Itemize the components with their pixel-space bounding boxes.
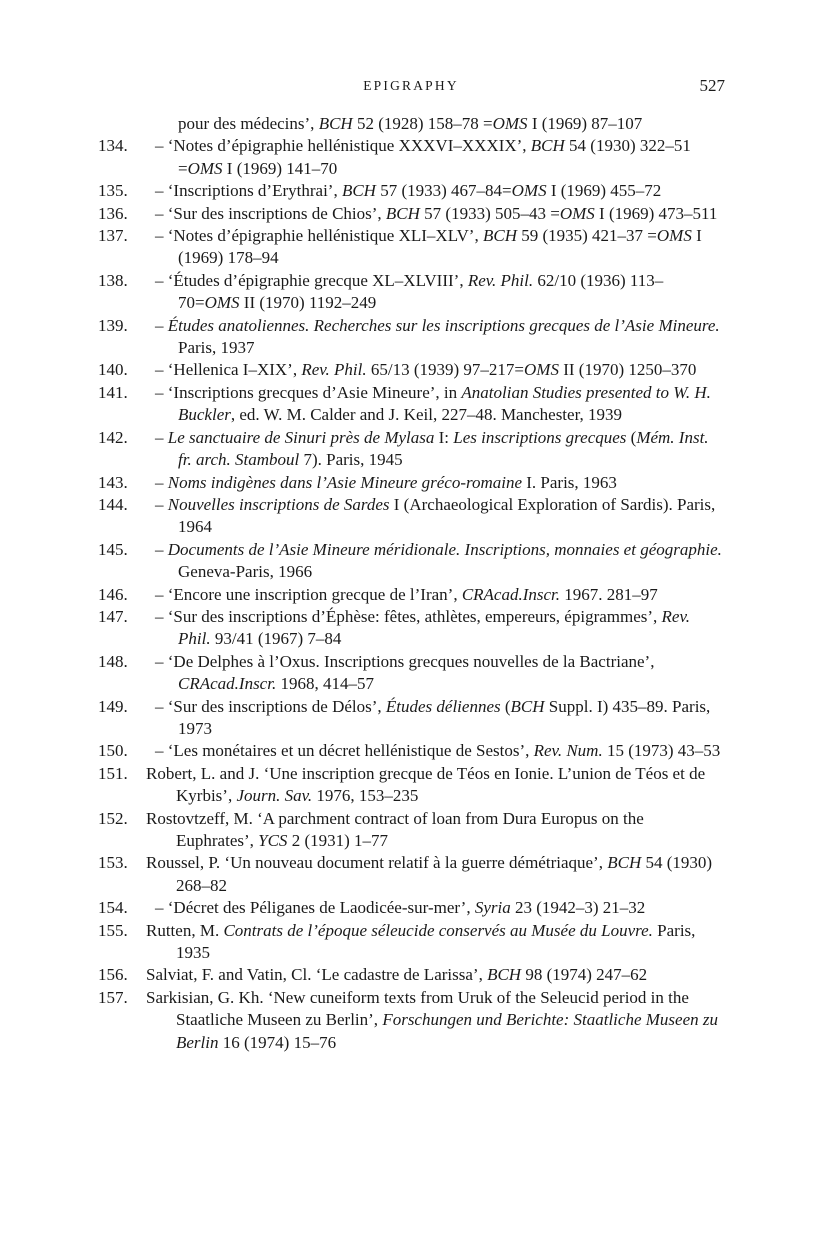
bibliography-entry [0,897,822,919]
text-run: – ‘Décret des Péliganes de Laodicée-sur-mer’, [155,898,475,918]
entry-number: 140. [98,360,128,380]
text-run: Rutten, M. [146,920,224,940]
text-run: ( [500,696,511,716]
text-run: 93/41 (1967) 7–84 [210,629,342,649]
entry-text [155,225,723,270]
bibliography-entry [0,494,822,539]
bibliography-entry [0,606,822,651]
bibliography-entry [0,203,822,225]
bibliography-entry [0,270,822,315]
entry-text [155,203,723,225]
entry-text [146,852,721,897]
entry-text [155,494,723,539]
italic-title: Nouvelles inscriptions de Sardes [167,494,390,514]
entry-text [146,920,721,965]
italic-title: OMS [559,203,595,223]
text-run: II (1970) 1250–370 [558,360,697,380]
entry-text [155,135,723,180]
text-run: – ‘Hellenica I–XIX’, [155,360,302,380]
bibliography-entry [0,382,822,427]
entry-number: 145. [98,539,128,559]
italic-title: Le sanctuaire de Sinuri près de Mylasa [167,427,435,447]
italic-title: BCH [607,853,642,873]
continued-entry [0,113,822,135]
bibliography-entry [0,740,822,762]
page-number: 527 [699,76,725,95]
text-run: – ‘Les monétaires et un décret hellénistique de Sestos’, [155,741,534,761]
italic-title: YCS [258,831,288,850]
entry-number: 135. [98,181,128,201]
entry-text [178,113,723,135]
text-run: , ed. W. M. Calder and J. Keil, 227–48. Manchester, 1939 [230,405,623,425]
italic-title: Les inscriptions grecques [453,427,627,447]
text-run: 1968, 414–57 [276,674,374,694]
entry-number: 150. [98,741,128,761]
entry-text [155,606,723,651]
entry-number: 137. [98,226,128,246]
text-run: 1967. 281–97 [560,584,658,604]
text-run: – ‘De Delphes à l’Oxus. Inscriptions grecques nouvelles de la Bactriane’, [155,651,655,671]
italic-title: OMS [187,158,223,178]
text-run: – [155,427,168,447]
italic-title: OMS [492,114,528,133]
entry-number: 142. [98,427,128,447]
text-run: II (1970) 1192–249 [239,293,377,313]
text-run: I (1969) 87–107 [527,114,643,133]
entry-text [155,584,723,606]
italic-title: Études déliennes [385,696,501,716]
text-run: 65/13 (1939) 97–217= [366,360,525,380]
bibliography-entry [0,135,822,180]
entry-text [146,763,721,808]
text-run: 1976, 153–235 [312,786,419,806]
text-run: I (1969) 473–511 [594,203,718,223]
italic-title: Rev. Phil. [301,360,367,380]
bibliography-entry [0,180,822,202]
entry-text [155,315,723,360]
italic-title: Noms indigènes dans l’Asie Mineure gréco-romaine [167,472,523,492]
entry-text [155,740,723,762]
text-run: – ‘Sur des inscriptions de Chios’, [155,203,386,223]
text-run: I (1969) 178–94 [178,226,702,268]
entry-number: 144. [98,494,128,514]
text-run: 98 (1974) 247–62 [521,965,648,985]
text-run: Paris, 1935 [176,920,696,963]
italic-title: BCH [482,226,517,246]
italic-title: Rev. Phil. [178,606,691,649]
text-run: Sarkisian, G. Kh. ‘New cuneiform texts from Uruk of the Seleucid period in the Staatliche Museen zu Berlin’, [146,987,689,1030]
bibliography-entry [0,472,822,494]
text-run: 57 (1933) 505–43 = [419,203,560,223]
italic-title: OMS [204,293,240,313]
text-run: Paris, 1937 [178,338,255,358]
entry-number: 156. [98,965,128,985]
entry-text [155,382,723,427]
text-run: – [155,494,168,514]
italic-title: BCH [318,114,353,133]
bibliography-entry [0,315,822,360]
entry-text [155,270,723,315]
italic-title: Études anatoliennes. Recherches sur les inscriptions grecques de l’Asie Mineure. [167,315,720,335]
entry-number: 149. [98,696,128,716]
entry-number: 154. [98,898,128,918]
text-run: – [155,315,168,335]
text-run: 62/10 (1936) 113–70= [178,270,664,313]
bibliography-entry [0,763,822,808]
italic-title: CRAcad.Inscr. [461,584,561,604]
entry-number: 141. [98,382,128,402]
text-run: Roussel, P. ‘Un nouveau document relatif à la guerre démétriaque’, [146,853,608,873]
text-run: Geneva-Paris, 1966 [178,562,313,582]
entry-number: 153. [98,853,128,873]
entry-text [155,696,723,741]
text-run: I. Paris, 1963 [522,472,617,492]
entry-text [155,359,723,381]
bibliography-list [0,113,822,1054]
bibliography-entry [0,808,822,853]
bibliography-entry [0,964,822,986]
text-run: – ‘Inscriptions d’Erythrai’, [155,181,342,201]
entry-text [146,987,721,1054]
bibliography-entry [0,225,822,270]
italic-title: OMS [656,226,692,246]
text-run: – ‘Inscriptions grecques d’Asie Mineure’, in [155,382,462,402]
text-run: 54 (1930) 268–82 [176,853,713,895]
entry-number: 155. [98,920,128,940]
italic-title: BCH [487,965,522,985]
text-run: I: [434,427,454,447]
text-run: pour des médecins’, [178,114,319,133]
entry-text [155,539,723,584]
bibliography-entry [0,584,822,606]
entry-text [146,808,721,853]
text-run: – ‘Études d’épigraphie grecque XL–XLVIII’, [155,270,468,290]
text-run: Rostovtzeff, M. ‘A parchment contract of loan from Dura Europus on the Euphrates’, [146,808,644,850]
text-run: I (1969) 141–70 [222,158,338,178]
text-run: Robert, L. and J. ‘Une inscription grecque de Téos en Ionie. L’union de Téos et de Kyrbis’, [146,763,706,806]
italic-title: BCH [530,136,565,156]
text-run: – [155,472,168,492]
text-run: – ‘Sur des inscriptions d’Éphèse: fêtes, athlètes, empereurs, épigrammes’, [155,606,662,626]
italic-title: Syria [474,898,511,918]
italic-title: Documents de l’Asie Mineure méridionale. Inscriptions, monnaies et géographie. [167,539,722,559]
italic-title: BCH [510,696,545,716]
entry-number: 134. [98,136,128,156]
bibliography-entry [0,539,822,584]
running-head [0,78,822,102]
italic-title: Forschungen und Berichte: Staatliche Museen zu Berlin [176,1010,718,1052]
text-run: – ‘Notes d’épigraphie hellénistique XLI–XLV’, [155,226,483,246]
bibliography-entry [0,359,822,381]
italic-title: CRAcad.Inscr. [178,674,277,694]
text-run: – ‘Sur des inscriptions de Délos’, [155,696,386,716]
text-run: 16 (1974) 15–76 [218,1032,337,1052]
entry-number: 147. [98,606,128,626]
entry-number: 148. [98,651,128,671]
italic-title: Mém. Inst. fr. arch. Stamboul [178,427,709,470]
text-run: 59 (1935) 421–37 = [516,226,657,246]
bibliography-entry [0,696,822,741]
text-run: 23 (1942–3) 21–32 [510,898,646,918]
italic-title: Rev. Num. [533,741,603,761]
running-head-title: EPIGRAPHY [363,78,459,93]
bibliography-entry [0,427,822,472]
entry-number: 157. [98,987,128,1007]
italic-title: BCH [341,181,376,201]
text-run: I (Archaeological Exploration of Sardis). Paris, 1964 [178,494,716,537]
entry-number: 146. [98,584,128,604]
entry-number: 136. [98,203,128,223]
entry-number: 139. [98,315,128,335]
text-run: ( [626,427,637,447]
text-run: – [155,539,168,559]
text-run: 57 (1933) 467–84= [375,181,512,201]
bibliography-entry [0,920,822,965]
entry-number: 152. [98,808,128,828]
entry-text [155,472,723,494]
text-run: I (1969) 455–72 [546,181,662,201]
bibliography-entry [0,987,822,1054]
bibliography-entry [0,651,822,696]
text-run: 7). Paris, 1945 [299,450,403,470]
italic-title: Rev. Phil. [467,270,534,290]
text-run: 54 (1930) 322–51 = [178,136,691,178]
text-run: Suppl. I) 435–89. Paris, 1973 [178,696,711,738]
bibliography-entry [0,852,822,897]
italic-title: OMS [524,360,559,380]
entry-number: 138. [98,270,128,290]
entry-text [155,897,723,919]
italic-title: BCH [385,203,420,223]
text-run: 2 (1931) 1–77 [287,831,389,850]
entry-text [155,651,723,696]
italic-title: OMS [511,181,547,201]
text-run: – ‘Encore une inscription grecque de l’Iran’, [155,584,462,604]
italic-title: Contrats de l’époque séleucide conservés au Musée du Louvre. [223,920,653,940]
entry-text [155,180,723,202]
entry-number: 151. [98,763,128,783]
text-run: – ‘Notes d’épigraphie hellénistique XXXVI–XXXIX’, [155,136,531,156]
text-run: 52 (1928) 158–78 = [352,114,493,133]
text-run: 15 (1973) 43–53 [602,741,721,761]
entry-text [146,964,721,986]
italic-title: Anatolian Studies presented to W. H. Buckler [178,382,711,425]
entry-number: 143. [98,472,128,492]
entry-text [155,427,723,472]
italic-title: Journ. Sav. [236,786,313,806]
text-run: Salviat, F. and Vatin, Cl. ‘Le cadastre de Larissa’, [146,965,488,985]
